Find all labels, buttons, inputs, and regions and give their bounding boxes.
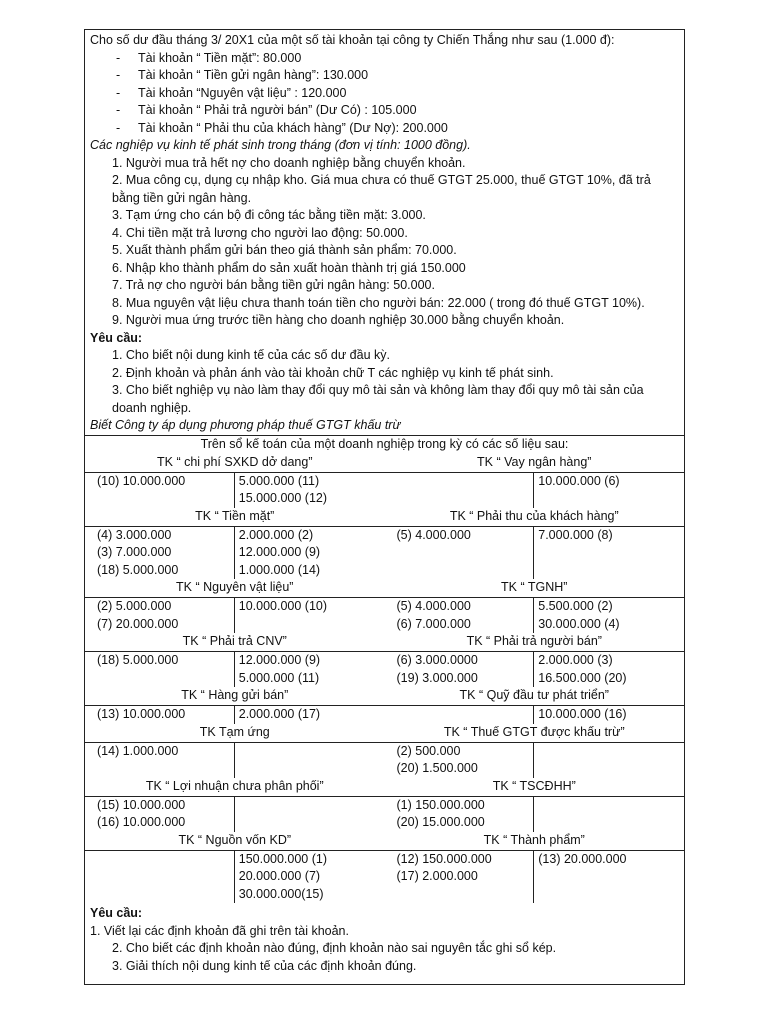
t-account: [85, 633, 385, 687]
requirement-item: 1. Cho biết nội dung kinh tế của các số dư đầu kỳ.: [112, 348, 390, 362]
debit-entry: [97, 868, 234, 886]
credit-side: [235, 706, 385, 724]
t-accounts-grid: [85, 454, 684, 904]
credit-entry: 10.000.000 (16): [538, 707, 627, 721]
requirements-title: Yêu cầu:: [90, 330, 143, 345]
credit-entry: 15.000.000 (12): [238, 491, 328, 505]
debit-entry: (17) 2.000.000: [396, 869, 478, 883]
operation-item: 1. Người mua trả hết nợ cho doanh nghiệp bằng chuyển khoản.: [112, 155, 466, 170]
balance-item: - Tài khoản “ Phải trả người bán” (Dư Có) : 105.000: [116, 102, 679, 120]
debit-entry: [397, 706, 534, 724]
credit-entry: (13) 20.000.000: [538, 851, 627, 866]
debit-side: [385, 706, 535, 724]
credit-entry: 5.500.000 (2): [538, 599, 613, 613]
requirement-item: 1. Viết lại các định khoản đã ghi trên tài khoản.: [90, 923, 349, 938]
t-account-body: [385, 850, 685, 904]
debit-entry: (6) 7.000.000: [396, 616, 471, 631]
credit-entry: [538, 760, 684, 778]
operation-item: 9. Người mua ứng trước tiền hàng cho doanh nghiệp 30.000 bằng chuyển khoản.: [112, 313, 565, 327]
balance-item: - Tài khoản “ Tiền gửi ngân hàng”: 130.000: [116, 67, 679, 85]
credit-side: [534, 527, 684, 580]
operations-header: Các nghiệp vụ kinh tế phát sinh trong tháng (đơn vị tính: 1000 đồng).: [90, 138, 471, 152]
t-account: [385, 454, 685, 508]
credit-side: [534, 598, 684, 633]
debit-side: [85, 797, 235, 832]
debit-entry: (18) 5.000.000: [97, 562, 179, 577]
t-account-title: TK “ Phải thu của khách hàng”: [449, 508, 619, 523]
operation-item: 8. Mua nguyên vật liệu chưa thanh toán tiền cho người bán: 22.000 ( trong đó thuế GTGT 10%).: [112, 295, 645, 310]
t-account-title: TK Tạm ứng: [199, 724, 270, 739]
debit-entry: (16) 10.000.000: [97, 815, 186, 829]
debit-entry: (13) 10.000.000: [97, 707, 186, 721]
credit-entry: 16.500.000 (20): [538, 670, 627, 685]
credit-side: [235, 652, 385, 687]
t-account-title: TK “ Thuế GTGT được khấu trừ”: [443, 724, 625, 739]
operation-item: 7. Trả nợ cho người bán bằng tiền gửi ngân hàng: 50.000.: [112, 278, 435, 292]
vat-note: Biết Công ty áp dụng phương pháp thuế GTGT khấu trừ: [90, 418, 401, 432]
exercise-2-requirements: [85, 903, 684, 977]
t-account: [385, 579, 685, 633]
t-account-title: TK “ Tiền mặt”: [195, 508, 275, 523]
credit-side: [235, 851, 385, 904]
t-account-body: [385, 472, 685, 508]
debit-entry: (19) 3.000.000: [396, 670, 478, 685]
t-account-body: [85, 472, 385, 508]
debit-entry: [397, 886, 534, 904]
debit-entry: [97, 670, 234, 688]
t-account-body: [85, 850, 385, 904]
t-account-body: [385, 705, 685, 724]
debit-entry: (2) 5.000.000: [97, 599, 172, 613]
debit-entry: (12) 150.000.000: [396, 851, 492, 866]
debit-entry: (6) 3.000.0000: [396, 653, 478, 667]
t-account-title: TK “ Phải trả người bán”: [466, 634, 602, 648]
t-account-title: TK “ TSCĐHH”: [492, 778, 576, 793]
t-account-title: TK “ chi phí SXKD dở dang”: [157, 454, 313, 469]
credit-entry: 10.000.000 (6): [538, 473, 620, 488]
credit-entry: [538, 886, 684, 904]
debit-side: [85, 598, 235, 633]
credit-entry: [538, 544, 684, 562]
credit-entry: 12.000.000 (9): [238, 653, 321, 667]
t-account-title: TK “ Thành phẩm”: [483, 832, 585, 847]
credit-entry: [239, 797, 385, 815]
credit-side: [235, 743, 385, 778]
credit-side: [235, 527, 385, 580]
balance-item: - Tài khoản “Nguyên vật liệu” : 120.000: [116, 85, 679, 103]
debit-side: [85, 743, 235, 778]
t-account-body: [385, 597, 685, 633]
credit-entry: 2.000.000 (17): [238, 707, 321, 721]
t-account-title: TK “ Nguyên vật liệu”: [176, 580, 294, 594]
debit-entry: (20) 15.000.000: [396, 815, 485, 829]
debit-entry: (1) 150.000.000: [396, 797, 485, 812]
debit-entry: (5) 4.000.000: [396, 599, 471, 613]
t-account-body: [85, 597, 385, 633]
exercise-sheet: [84, 29, 685, 985]
debit-side: [385, 743, 535, 778]
t-account-body: [385, 796, 685, 832]
debit-entry: [97, 490, 234, 508]
debit-entry: [397, 490, 534, 508]
credit-entry: 5.000.000 (11): [238, 670, 320, 685]
credit-entry: [239, 814, 385, 832]
debit-entry: (5) 4.000.000: [396, 527, 471, 542]
t-account: [85, 687, 385, 724]
debit-entry: (4) 3.000.000: [97, 527, 172, 542]
requirement-item: 3. Giải thích nội dung kinh tế của các định khoản đúng.: [112, 958, 417, 973]
debit-entry: (20) 1.500.000: [396, 761, 478, 775]
t-account-body: [385, 651, 685, 687]
debit-side: [85, 527, 235, 580]
t-account: [385, 633, 685, 687]
t-account-title: TK “ Nguồn vốn KD”: [178, 832, 292, 847]
credit-entry: 20.000.000 (7): [238, 869, 321, 883]
credit-side: [534, 851, 684, 904]
t-account: [85, 724, 385, 778]
credit-entry: 5.000.000 (11): [238, 473, 320, 488]
t-account-title: TK “ Lợi nhuận chưa phân phối”: [145, 778, 324, 793]
t-account-body: [385, 742, 685, 778]
credit-entry: 1.000.000 (14): [238, 562, 321, 577]
debit-side: [85, 473, 235, 508]
credit-entry: [239, 743, 385, 761]
t-account: [85, 508, 385, 580]
debit-entry: (15) 10.000.000: [97, 797, 186, 812]
t-account: [85, 778, 385, 832]
t-account: [85, 454, 385, 508]
requirement-item: 3. Cho biết nghiệp vụ nào làm thay đổi quy mô tài sản và không làm thay đổi quy mô tài sản của doanh nghiệp.: [112, 383, 644, 415]
debit-entry: (3) 7.000.000: [97, 545, 172, 559]
credit-entry: [538, 562, 684, 580]
t-account: [85, 832, 385, 904]
balance-item: - Tài khoản “ Tiền mặt”: 80.000: [116, 50, 679, 68]
credit-side: [534, 473, 684, 508]
debit-side: [385, 598, 535, 633]
debit-side: [85, 706, 235, 724]
requirement-item: 2. Định khoản và phản ánh vào tài khoản chữ T các nghiệp vụ kinh tế phát sinh.: [112, 365, 554, 380]
debit-side: [385, 473, 535, 508]
credit-side: [534, 743, 684, 778]
t-account-title: TK “ Phải trả CNV”: [182, 634, 287, 648]
ledger-header: Trên sổ kế toán của một doanh nghiệp trong kỳ có các số liệu sau:: [200, 436, 569, 451]
debit-entry: [97, 851, 234, 869]
debit-entry: [397, 473, 534, 491]
credit-entry: 30.000.000 (4): [538, 616, 620, 631]
t-account-title: TK “ Quỹ đầu tư phát triển”: [459, 688, 609, 702]
debit-side: [85, 851, 235, 904]
credit-entry: 30.000.000(15): [238, 886, 324, 901]
exercise-1: [85, 30, 684, 435]
credit-side: [534, 706, 684, 724]
credit-entry: [239, 760, 385, 778]
t-account: [385, 778, 685, 832]
opening-balance-header: Cho số dư đầu tháng 3/ 20X1 của một số tài khoản tại công ty Chiến Thắng như sau (1.000 đ):: [90, 33, 615, 47]
credit-side: [235, 797, 385, 832]
credit-entry: 10.000.000 (10): [238, 599, 328, 613]
operation-item: 5. Xuất thành phẩm gửi bán theo giá thành sản phẩm: 70.000.: [112, 243, 457, 257]
t-account: [385, 508, 685, 580]
t-account-body: [85, 742, 385, 778]
credit-side: [235, 598, 385, 633]
t-account-title: TK “ Hàng gửi bán”: [181, 688, 289, 702]
debit-side: [385, 851, 535, 904]
balance-item: - Tài khoản “ Phải thu của khách hàng” (Dư Nợ): 200.000: [116, 120, 679, 138]
credit-side: [534, 652, 684, 687]
credit-entry: 12.000.000 (9): [238, 545, 321, 559]
debit-entry: [397, 562, 534, 580]
credit-entry: [538, 490, 684, 508]
credit-side: [534, 797, 684, 832]
debit-entry: (10) 10.000.000: [97, 473, 186, 488]
debit-entry: [97, 886, 234, 904]
requirement-item: 2. Cho biết các định khoản nào đúng, định khoản nào sai nguyên tắc ghi sổ kép.: [112, 941, 557, 955]
credit-entry: [538, 797, 684, 815]
t-account: [385, 832, 685, 904]
debit-entry: (2) 500.000: [396, 743, 461, 758]
debit-side: [385, 652, 535, 687]
t-account-body: [85, 526, 385, 580]
operation-item: 3. Tạm ứng cho cán bộ đi công tác bằng tiền mặt: 3.000.: [112, 208, 426, 222]
debit-side: [85, 652, 235, 687]
credit-entry: 7.000.000 (8): [538, 527, 613, 542]
t-account-body: [85, 651, 385, 687]
debit-entry: (18) 5.000.000: [97, 653, 179, 667]
credit-entry: [538, 814, 684, 832]
t-account: [385, 724, 685, 778]
t-account-title: TK “ Vay ngân hàng”: [477, 454, 592, 469]
credit-entry: [239, 616, 385, 634]
credit-side: [235, 473, 385, 508]
credit-entry: 150.000.000 (1): [238, 851, 328, 866]
t-account-body: [385, 526, 685, 580]
t-account-body: [85, 705, 385, 724]
credit-entry: 2.000.000 (3): [538, 653, 613, 667]
debit-side: [385, 527, 535, 580]
credit-entry: 2.000.000 (2): [238, 527, 314, 542]
debit-entry: [97, 760, 234, 778]
t-account-body: [85, 796, 385, 832]
debit-entry: (14) 1.000.000: [97, 743, 179, 758]
requirements-title: Yêu cầu:: [90, 906, 143, 920]
t-account: [85, 579, 385, 633]
credit-entry: [538, 868, 684, 886]
debit-entry: [397, 544, 534, 562]
t-account-title: TK “ TGNH”: [501, 580, 568, 594]
operation-item: 6. Nhập kho thành phẩm do sản xuất hoàn thành trị giá 150.000: [112, 260, 466, 275]
credit-entry: [538, 743, 684, 761]
operation-item: 4. Chi tiền mặt trả lương cho người lao động: 50.000.: [112, 225, 408, 240]
debit-side: [385, 797, 535, 832]
debit-entry: (7) 20.000.000: [97, 616, 179, 631]
operation-item: 2. Mua công cụ, dụng cụ nhập kho. Giá mua chưa có thuế GTGT 25.000, thuế GTGT 10%, đã trả bằng tiền gửi ngân hàng.: [112, 173, 651, 205]
t-account: [385, 687, 685, 724]
